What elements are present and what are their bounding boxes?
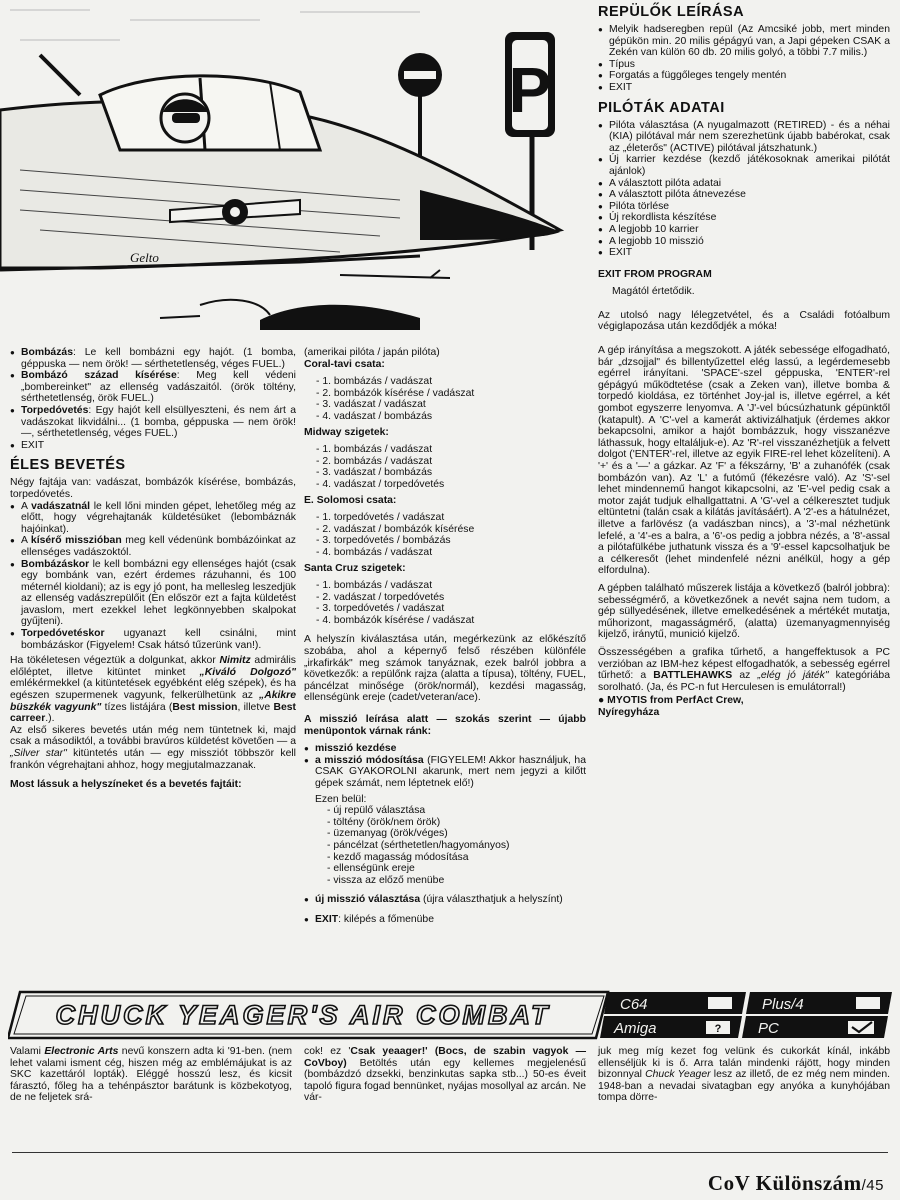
paragraph: Négy fajtája van: vadászat, bombázók kísérése, bombázás, torpedóvetés. <box>10 477 296 500</box>
list-item: ● új misszió választása (újra választhatjuk a helyszínt) <box>304 894 586 906</box>
paragraph-awards: Ha tökéletesen végeztük a dolgunkat, akkor Nimitz admirális előléptet, illetve kitüntet minket „Kiváló Dolgozó" emlékérmekkel (a kitüntetések egyébként elég szépek), és ha egészen szupermenek vagyunk, felkerülhetünk az „Akikre büszkék vagyunk" tízes listájára (Best mission, illetve Best carreer.). <box>10 655 296 725</box>
paragraph: (amerikai pilóta / japán pilóta) <box>304 347 440 358</box>
artist-signature: Gelto <box>130 250 159 265</box>
mission-type-list <box>10 347 296 451</box>
platform-plus4 <box>746 992 892 1014</box>
paragraph-controls: A gép irányítása a megszokott. A játék sebessége elfogadható, bár „dzsojjal" és billentyűzettel elég lassú, a legérdemesebb egérrel irányítani. 'SPACE'-szel géppuska, 'ENTER'-rel gépágyú működtetése (csak a Zeken van), illetve bomba & torpedó kioldása, ez történhet Joy-jal is, illetve egérrel, a két gombot egyszerre lenyomva. A 'J'-vel búcsúzhatunk gépünktől (katapult). A 'C'-vel a kamerát aktivizálhatjuk (érdemes akkor bekapcsolni, amikor a hajót bombázzuk, hogy visszanézve láthassuk, hogy eltaláljuk-e). Az 'R'-rel visszanézhetjük a felvett dolgot ('ENTER'-rel, illetve az egyik FIRE-rel lehet közelíteni). A '+' és a '—' a gázkar. Az 'F' a fékszárny, 'B' a zuhanófék (csak bombázón van). Az 'L' a futómű (fékezésre való). Az 'S'-sel lehet mindennemű hangot kikapcsolni, az 'E'-vel pedig csak a motor zaját tudjuk elhallgattatni. A 'G'-vel a célkeresztet tudjuk eltüntetni (talán csak a kilátás javításáért). A '2'-es a hátulnézet, illetve a farlövész (a vadászban nincs), a '3'-mal nézhetünk lefelé, a '4'-es a balra, a '6'-os pedig a jobbra nézés, a '8'-assal a pilótafülkébe juthatunk vissza és a '9'-essel kapcsolhatjuk be a célkeresőt (lehet mindenfelé nézni anélkül, hogy a gép elfordulna). <box>598 345 890 577</box>
section-heading-pilotak: PILÓTÁK ADATAI <box>598 99 725 116</box>
svg-text:C64: C64 <box>620 996 648 1013</box>
column-middle <box>304 347 586 930</box>
section-heading-repulok: REPÜLŐK LEÍRÁSA <box>598 4 745 20</box>
footer-divider <box>12 1152 888 1153</box>
list-item: ● Torpedóvetéskor ugyanazt kell csinálni, mint bombázáskor (Figyelem! Csak hátsó tűzerünk van!). <box>10 628 296 651</box>
cockpit-illustration <box>0 0 582 342</box>
paragraph-instruments: A gépben található műszerek listája a következő (balról jobbra): sebességmérő, a következőnek a nevét sajna nem tudom, a gép süllyedésének, illetve emelkedésének a mértékét mutatja, műhorizont, magasságmérő, (alatta) üzemanyagmennyiség kijelző, iránytű, munició kijelző. <box>598 582 890 641</box>
exit-subtext: Magától értetődik. <box>612 286 695 298</box>
page-number: /45 <box>861 1177 884 1194</box>
paragraph: Az utolsó nagy lélegzetvétel, és a Családi fotóalbum végiglapozása után kezdődjék a móka! <box>598 309 890 333</box>
list-item: ● a misszió módosítása (FIGYELEM! Akkor használjuk, ha CSAK GYAKOROLNI akarunk, mert nem jegyzi a kilőtt gépek számát, nem léptetnek elő!) <box>304 755 586 790</box>
bottom-column-middle: cok! ez 'Csak yeaager!' (Bocs, de szabin vagyok — CoVboy) Betöltés után egy kellemes megjelenésű (bombázdzó dzsekki, benzinkutas sapka stb...) 50-es éveit tapoló figura fogad bennünket, nyájas mosollyal az arcán. Ne vár- <box>304 1046 586 1104</box>
svg-text:PC: PC <box>758 1020 779 1037</box>
banner-title: CHUCK YEAGER'S AIR COMBAT <box>55 1000 551 1030</box>
exit-heading: EXIT FROM PROGRAM <box>598 268 712 280</box>
planes-list: ● Melyik hadseregben repül (Az Amcsiké jobb, mert minden gépükön min. 20 milis gépágyú van, a Japi gépeken CSAK a Zekén van külön 60 db. 20 milis golyó, a többi 7.7 milis.) ● Típus ● Forgatás a függőleges tengely mentén ● EXIT <box>598 24 890 94</box>
author-signature: ● MYOTIS from PerfAct Crew, Nyíregyháza <box>598 695 744 718</box>
list-item: ● EXIT <box>10 440 296 452</box>
modify-submenu: Ezen belül: - új repülő választása - töltény (örök/nem örök) - üzemanyag (örök/véges) - páncélzat (sérthetetlen/hagyományos) - kezdő magasság módosítása - ellenségünk ereje - vissza az előző menübe <box>315 793 510 886</box>
list-item: ● Bombázó század kísérése: Meg kell védeni „bombereinket" az ellenség vadászaitól. (örök töltény, sérthetetlenség, örök FUEL.) <box>10 370 296 405</box>
combat-type-list <box>10 501 296 652</box>
location-coral: Coral-tavi csata: - 1. bombázás / vadászat - 2. bombázók kísérése / vadászat - 3. vadászat / vadászat - 4. vadászat / bombázás <box>304 358 475 422</box>
bottom-column-left: Valami Electronic Arts nevű konszern adta ki '91-ben. (nem lehet valami isment cég, hiszen még az emblémájukat is az SKC kazettáról lopták). Eléggé hosszú lesz, és kicsit fárasztó, főleg ha a tehénpásztor barátunk is közbekotyog, de ne feljetek srá- <box>10 1046 292 1104</box>
paragraph-silver-star: Az első sikeres bevetés után még nem tüntetnek ki, majd csak a másodiktól, a további bravúros küldetést követően — a „Silver star" kitüntetés után — egy missziót többször kell frankón végrehajtani ahhoz, hogy megjutalmazzanak. <box>10 724 296 771</box>
sign-letter: P <box>508 54 552 126</box>
list-item: ● A kísérő misszióban meg kell védenünk bombázóinkat az ellenséges vadászoktól. <box>10 535 296 558</box>
unknown-mark-icon: ? <box>714 1023 722 1035</box>
section-heading-eles-beveted: ÉLES BEVETÉS <box>10 457 126 474</box>
paragraph-menu-heading: A misszió leírása alatt — szokás szerint — újabb menüpontok várnak ránk: <box>304 714 586 737</box>
list-item: ● Torpedóvetés: Egy hajót kell elsüllyeszteni, és nem árt a vadászokat likvidálni... (1 bomba, géppuska — nem örök! —, sérthetetlenség, véges FUEL.) <box>10 405 296 440</box>
location-midway: Midway szigetek: - 1. bombázás / vadászat - 2. bombázás / vadászat - 3. vadászat / bombázás - 4. vadászat / torpedóvetés <box>304 426 445 490</box>
mission-menu-list <box>304 743 586 789</box>
pilots-list: ● Pilóta választása (A nyugalmazott (RETIRED) - és a néhai (KIA) pilótával már nem szerezhetünk újabb babérokat, csak az „életerős" (ACTIVE) pilótával játszhatunk.) ● Új karrier kezdése (kezdő játékosoknak amerikai pilótát ajánlok) ● A választott pilóta adatai ● A választott pilóta átnevezése ● Pilóta törlése ● Új rekordlista készítése ● A legjobb 10 karrier ● A legjobb 10 misszió ● EXIT <box>598 120 890 259</box>
location-solomon: E. Solomosi csata: - 1. torpedóvetés / vadászat - 2. vadászat / bombázók kísérése - 3. torpedóvetés / bombázás - 4. bombázás / vadászat <box>304 494 475 558</box>
pilot-icon <box>161 94 209 142</box>
paragraph-select: A helyszín kiválasztása után, megérkezünk az előkészítő szobába, ahol a képernyő felső részében különféle „irkafirkák" meg számok tanyáznak, ezek balról jobbra a következők: a repülőnk rajza (alatta a típusa), töltény, FUEL, páncélzat minősége (örök/normál), kezdési magasság, ellenségünk ereje (cadet/veteran/ace). <box>304 634 586 704</box>
list-item: ● EXIT: kilépés a főmenübe <box>304 914 586 926</box>
footer-magazine-title: CoV Különszám/45 <box>707 1171 884 1195</box>
platform-c64 <box>604 992 746 1014</box>
platform-amiga <box>600 1016 742 1038</box>
column-left <box>10 347 296 797</box>
location-santa-cruz: Santa Cruz szigetek: - 1. bombázás / vadászat - 2. vadászat / torpedóvetés - 3. torpedóvetés / vadászat - 4. bombázók kísérése / vadászat <box>304 562 475 626</box>
list-item: ● Bombázás: Le kell bombázni egy hajót. (1 bomba, géppuska — nem örök! — sérthetetlenség, véges FUEL.) <box>10 347 296 370</box>
list-item: ● A vadászatnál le kell lőni minden gépet, lehetőleg még az előtt, hogy végrehajtanák küldetésüket (lebombáznák hajóinkat). <box>10 501 296 536</box>
paragraph-summary: Összességében a grafika tűrhető, a hangeffektusok a PC verzióban az IBM-hez képest elfogadhatók, a sebesség egérrel tűrhető: a BATTLEHAWKS az „elég jó játék" kategóriába sorolható. (Ja, és PC-n fut Herculesen is emulátorral!) <box>598 646 890 693</box>
bottom-column-right: juk meg míg kezet fog velünk és cukorkát kínál, inkább ellenséljük ki is ő. Arra talán mindenki rájött, hogy minden bizonnyal Chuck Yeager lesz az illető, de ez még nem minden. 1948-ban a nevadai sivatagban egy anyóka a kunyhójában tompa dörre- <box>598 1046 890 1104</box>
game-title-banner <box>8 990 892 1040</box>
list-item: ● Bombázáskor le kell bombázni egy ellenséges hajót (csak egy bombánk van, ezért érdemes rázuhanni, és 100 méternél kioldani); az is egy jó pont, ha mellesleg leszedjük az ellenség vadászrepülőit (Én először ezt a fajta küldetést javaslom, mert ezekkel lehet legkönnyebben skalpokat gyűjteni). <box>10 559 296 629</box>
list-item: ● misszió kezdése <box>304 743 586 755</box>
mission-menu-list-2 <box>304 894 586 925</box>
svg-text:Plus/4: Plus/4 <box>762 996 804 1013</box>
paragraph-closing: Most lássuk a helyszíneket és a bevetés fajtáit: <box>10 779 242 791</box>
column-right <box>598 4 890 718</box>
platform-pc <box>742 1016 888 1038</box>
svg-text:Amiga: Amiga <box>614 1020 657 1037</box>
